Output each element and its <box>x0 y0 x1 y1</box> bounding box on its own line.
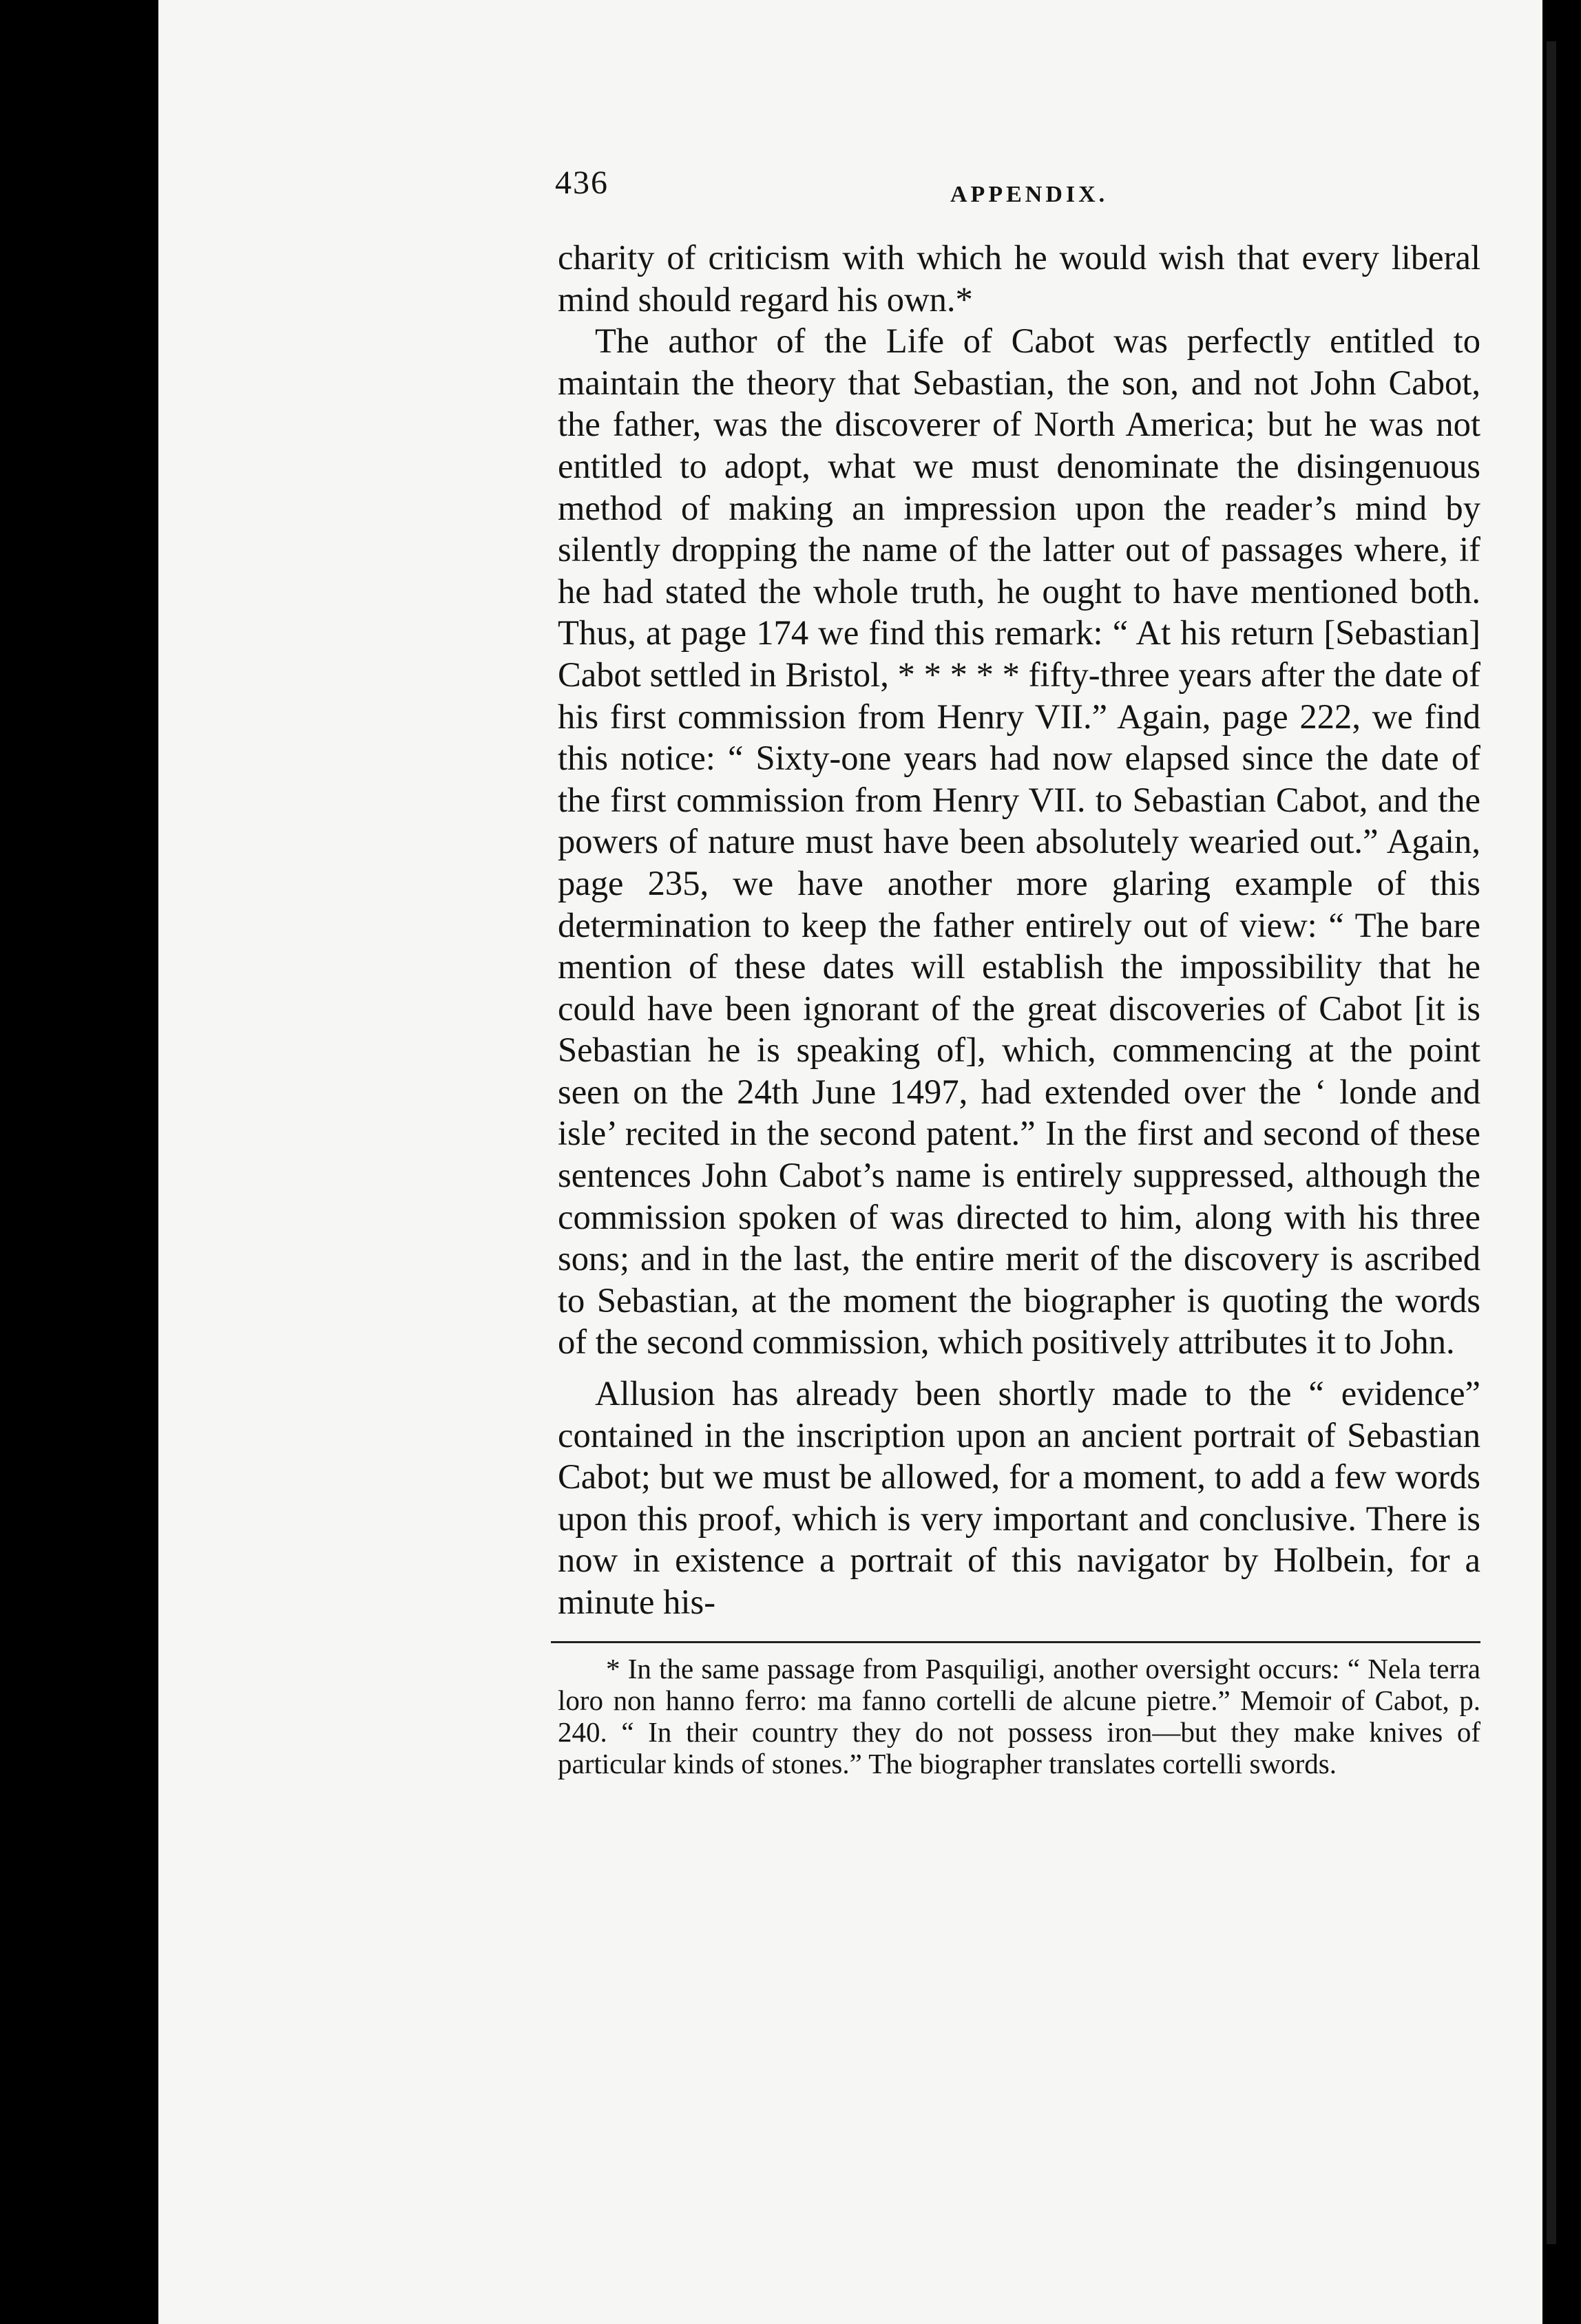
page-edge-strip <box>1547 41 1556 2244</box>
paragraph-cabot-biography: The author of the Life of Cabot was perfectly entitled to maintain the theory that Sebastian, the son, and not John Cabot, the father, was the discoverer of North America; but he was not entitled to adopt, what we must denominate the disingenuous method of making an impression upon the reader’s mind by silently dropping the name of the latter out of passages where, if he had stated the whole truth, he ought to have mentioned both. Thus, at page 174 we find this remark: “ At his return [Sebastian] Cabot settled in Bristol, * * * * * fifty-three years after the date of his first commission from Henry VII.” Again, page 222, we find this notice: “ Sixty-one years had now elapsed since the date of the first commission from Henry VII. to Sebastian Cabot, and the powers of nature must have been absolutely wearied out.” Again, page 235, we have another more glaring example of this determination to keep the father entirely out of view: “ The bare mention of these dates will establish the impossibility that he could have been ignorant of the great discoveries of Cabot [it is Sebastian he is speaking of], which, commencing at the point seen on the 24th June 1497, had extended over the ‘ londe and isle’ recited in the second patent.” In the first and second of these sentences John Cabot’s name is entirely suppressed, although the commission spoken of was directed to him, along with his three sons; and in the last, the entire merit of the discovery is ascribed to Sebastian, at the moment the biographer is quoting the words of the second commission, which positively attributes it to John. <box>558 321 1480 1362</box>
paragraph-portrait-evidence: Allusion has already been shortly made to the “ evidence” contained in the inscription upon an ancient portrait of Sebastian Cabot; but we must be allowed, for a moment, to add a few words upon this proof, which is very important and conclusive. There is now in existence a portrait of this navigator by Holbein, for a minute his- <box>558 1374 1480 1621</box>
body-text <box>558 237 1480 1623</box>
section-title: APPENDIX. <box>950 182 1109 207</box>
facing-page-edge <box>1542 0 1581 2324</box>
footnote-text: * In the same passage from Pasquiligi, another oversight occurs: “ Nela terra loro non hanno ferro: ma fanno cortelli de alcune pietre.” Memoir of Cabot, p. 240. “ In their country they do not possess iron—but they make knives of particular kinds of stones.” The biographer translates cortelli swords. <box>558 1652 1480 1779</box>
page-number: 436 <box>555 165 609 201</box>
text-block <box>555 157 1480 1779</box>
paragraph-continuation: charity of criticism with which he would wish that every liberal mind should regard his own.* <box>558 238 1480 319</box>
footnote-rule <box>551 1641 1480 1643</box>
footnote <box>558 1653 1480 1779</box>
running-head <box>555 157 1480 240</box>
